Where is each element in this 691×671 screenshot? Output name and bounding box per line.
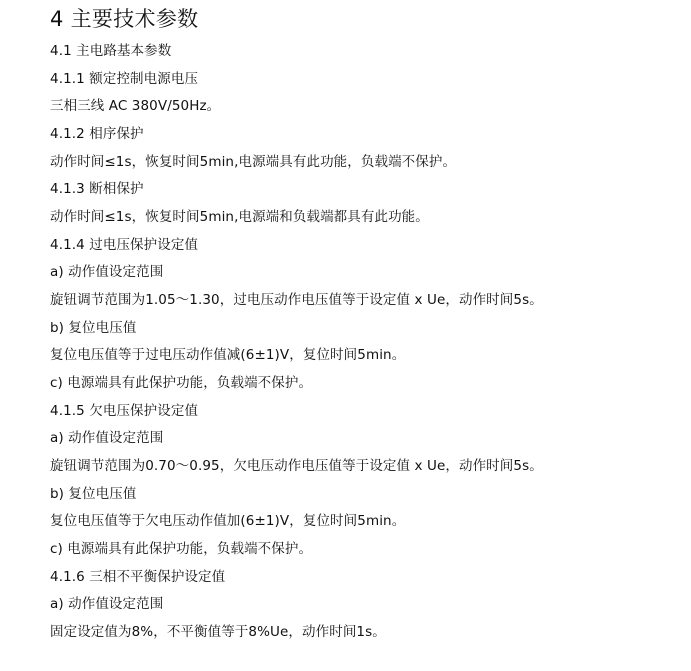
subsection-heading-4-1-2: 4.1.2 相序保护 (50, 126, 144, 142)
subsection-heading-4-1: 4.1 主电路基本参数 (50, 43, 172, 59)
subsection-heading-4-1-5: 4.1.5 欠电压保护设定值 (50, 403, 199, 419)
section-title: 4 主要技术参数 (50, 7, 199, 31)
subsection-heading-4-1-3: 4.1.3 断相保护 (50, 181, 144, 197)
list-item-label: a) 动作值设定范围 (50, 264, 164, 280)
paragraph-text: 动作时间≤1s，恢复时间5min,电源端具有此功能，负载端不保护。 (50, 154, 457, 170)
paragraph-text: 动作时间≤1s，恢复时间5min,电源端和负载端都具有此功能。 (50, 209, 429, 225)
subsection-heading-4-1-1: 4.1.1 额定控制电源电压 (50, 71, 199, 87)
paragraph-text: 旋钮调节范围为1.05～1.30，过电压动作电压值等于设定值 x Ue，动作时间5s。 (50, 292, 543, 308)
subsection-heading-4-1-6: 4.1.6 三相不平衡保护设定值 (50, 569, 226, 585)
list-item-label: c) 电源端具有此保护功能，负载端不保护。 (50, 541, 313, 557)
subsection-heading-4-1-4: 4.1.4 过电压保护设定值 (50, 237, 199, 253)
list-item-label: a) 动作值设定范围 (50, 596, 164, 612)
paragraph-text: 三相三线 AC 380V/50Hz。 (50, 98, 221, 114)
list-item-label: a) 动作值设定范围 (50, 430, 164, 446)
list-item-label: b) 复位电压值 (50, 320, 137, 336)
paragraph-text: 固定设定值为8%，不平衡值等于8%Ue，动作时间1s。 (50, 624, 386, 640)
paragraph-text: 复位电压值等于欠电压动作值加(6±1)V，复位时间5min。 (50, 513, 406, 529)
paragraph-text: 旋钮调节范围为0.70～0.95，欠电压动作电压值等于设定值 x Ue，动作时间5s。 (50, 458, 543, 474)
paragraph-text: 复位电压值等于过电压动作值减(6±1)V，复位时间5min。 (50, 347, 406, 363)
list-item-label: c) 电源端具有此保护功能，负载端不保护。 (50, 375, 313, 391)
list-item-label: b) 复位电压值 (50, 486, 137, 502)
